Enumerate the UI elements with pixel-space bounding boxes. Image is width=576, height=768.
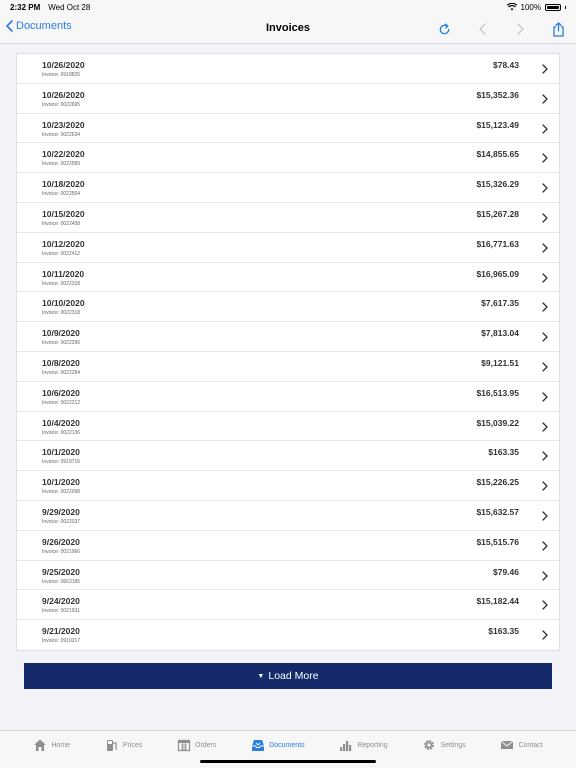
- refresh-button[interactable]: [434, 19, 454, 39]
- invoice-number: Invoice: 0022695: [42, 101, 81, 108]
- navigation-bar: [0, 14, 576, 44]
- tab-label: Prices: [122, 741, 143, 749]
- invoice-amount: $16,513.95: [476, 387, 519, 398]
- tab-label: Reporting: [357, 741, 388, 749]
- chevron-right-icon: [541, 94, 549, 104]
- invoice-number: Invoice: 0022634: [42, 131, 81, 138]
- tab-documents[interactable]: [251, 738, 304, 752]
- invoice-row[interactable]: [17, 233, 559, 263]
- invoice-amount: $16,965.09: [476, 268, 519, 279]
- tab-label: Orders: [195, 741, 217, 749]
- invoice-number: Invoice: 0919217: [42, 638, 81, 645]
- invoice-amount: $15,632.57: [476, 506, 519, 517]
- tab-label: Home: [51, 741, 71, 749]
- invoice-date: 10/23/2020: [42, 119, 85, 130]
- chevron-left-icon: [6, 20, 13, 32]
- invoice-list: [16, 53, 560, 651]
- tab-settings[interactable]: [422, 738, 465, 752]
- invoice-row[interactable]: [17, 114, 559, 144]
- invoice-date: 10/4/2020: [42, 417, 80, 428]
- invoice-number: Invoice: 0918835: [42, 72, 81, 78]
- chevron-left-icon: [479, 23, 486, 35]
- chevron-right-icon: [541, 213, 549, 223]
- content-area: [0, 44, 576, 730]
- invoice-number: Invoice: 0022037: [42, 518, 81, 525]
- invoice-number: Invoice: 0022136: [42, 429, 81, 436]
- share-icon: [552, 22, 565, 37]
- tab-orders[interactable]: [177, 738, 216, 752]
- invoice-date: 10/12/2020: [42, 238, 85, 249]
- invoice-date: 9/24/2020: [42, 596, 80, 607]
- invoice-row[interactable]: [17, 84, 559, 114]
- invoice-amount: $15,515.76: [476, 536, 519, 547]
- invoice-row[interactable]: [17, 531, 559, 561]
- invoice-date: 10/1/2020: [42, 447, 80, 458]
- tab-reporting[interactable]: [339, 738, 387, 752]
- invoice-amount: $15,182.44: [476, 596, 519, 607]
- refresh-icon: [438, 23, 451, 36]
- chevron-right-icon: [541, 511, 549, 521]
- invoice-row[interactable]: [17, 441, 559, 471]
- battery-icon: [545, 4, 561, 11]
- load-more-label: Load More: [268, 670, 319, 682]
- invoice-row[interactable]: [17, 352, 559, 382]
- page-title: Invoices: [265, 22, 311, 34]
- invoice-amount: $15,226.25: [476, 477, 519, 488]
- home-indicator: [200, 760, 376, 763]
- invoice-number: Invoice: 0022589: [42, 161, 81, 168]
- invoice-amount: $163.35: [488, 447, 519, 458]
- invoice-number: Invoice: 0022318: [42, 280, 81, 287]
- invoice-row[interactable]: [17, 143, 559, 173]
- invoice-date: 10/11/2020: [42, 268, 85, 279]
- invoice-amount: $9,121.51: [481, 357, 519, 368]
- invoice-number: Invoice: 0022504: [42, 191, 81, 198]
- invoice-row[interactable]: [17, 501, 559, 531]
- invoice-amount: $15,039.22: [476, 417, 519, 428]
- invoice-number: Invoice: 0021966: [42, 548, 81, 555]
- chevron-right-icon: [541, 332, 549, 342]
- tab-label: Settings: [440, 741, 466, 749]
- chevron-right-icon: [541, 422, 549, 432]
- fuel-pump-icon: [105, 738, 119, 752]
- invoice-row[interactable]: [17, 590, 559, 620]
- invoice-date: 10/26/2020: [42, 60, 85, 70]
- invoice-row[interactable]: [17, 203, 559, 233]
- invoice-number: Invoice: 0022458: [42, 220, 81, 227]
- invoice-row[interactable]: [17, 620, 559, 650]
- home-icon: [33, 738, 47, 752]
- invoice-date: 10/10/2020: [42, 298, 85, 309]
- invoice-date: 9/21/2020: [42, 626, 80, 637]
- envelope-icon: [500, 738, 514, 752]
- chevron-right-icon: [541, 124, 549, 134]
- invoice-date: 10/1/2020: [42, 477, 80, 488]
- tab-label: Documents: [269, 741, 305, 749]
- invoice-amount: $7,813.04: [481, 328, 519, 339]
- chevron-right-icon: [541, 302, 549, 312]
- load-more-button[interactable]: [24, 663, 552, 689]
- status-date: Wed Oct 28: [48, 2, 91, 12]
- invoice-row[interactable]: [17, 561, 559, 591]
- invoice-date: 10/22/2020: [42, 149, 85, 160]
- invoice-date: 9/25/2020: [42, 566, 80, 577]
- chevron-right-icon: [541, 64, 549, 74]
- invoice-amount: $15,352.36: [476, 89, 519, 100]
- back-button[interactable]: [6, 20, 72, 32]
- gear-icon: [422, 738, 436, 752]
- tab-label: Contact: [518, 741, 543, 749]
- previous-button[interactable]: [472, 19, 492, 39]
- bar-chart-icon: [339, 738, 353, 752]
- invoice-date: 10/15/2020: [42, 208, 85, 219]
- invoice-amount: $16,771.63: [476, 238, 519, 249]
- invoice-number: Invoice: 0022296: [42, 340, 81, 347]
- chevron-right-icon: [541, 362, 549, 372]
- invoice-amount: $78.43: [493, 60, 519, 70]
- invoice-date: 10/18/2020: [42, 179, 85, 190]
- invoice-amount: $163.35: [488, 626, 519, 637]
- invoice-amount: $15,123.49: [476, 119, 519, 130]
- chevron-right-icon: [541, 183, 549, 193]
- invoice-row[interactable]: [17, 263, 559, 293]
- chevron-right-icon: [541, 392, 549, 402]
- invoice-row[interactable]: [17, 322, 559, 352]
- chevron-right-icon: [541, 451, 549, 461]
- invoice-number: Invoice: 0022284: [42, 369, 81, 376]
- battery-percent: 100%: [520, 2, 541, 12]
- status-bar: [0, 0, 576, 14]
- invoice-number: Invoice: 0663185: [42, 578, 81, 585]
- invoice-row[interactable]: [17, 412, 559, 442]
- caret-down-icon: ▼: [257, 672, 265, 680]
- invoice-number: Invoice: 0022098: [42, 489, 81, 496]
- invoice-number: Invoice: 0022318: [42, 310, 81, 317]
- chevron-right-icon: [541, 273, 549, 283]
- chevron-right-icon: [541, 571, 549, 581]
- invoice-row[interactable]: [17, 471, 559, 501]
- chevron-right-icon: [541, 243, 549, 253]
- chevron-right-icon: [517, 23, 524, 35]
- chevron-right-icon: [541, 153, 549, 163]
- status-time: 2:32 PM: [10, 2, 41, 12]
- invoice-amount: $14,855.65: [476, 149, 519, 160]
- invoice-number: Invoice: 0919716: [42, 459, 81, 466]
- back-button-label: Documents: [16, 20, 72, 32]
- invoice-amount: $15,267.28: [476, 208, 519, 219]
- invoice-row[interactable]: [17, 382, 559, 412]
- chevron-right-icon: [541, 541, 549, 551]
- invoice-number: Invoice: 0021931: [42, 608, 81, 615]
- invoice-row[interactable]: [17, 173, 559, 203]
- chevron-right-icon: [541, 600, 549, 610]
- invoice-amount: $7,617.35: [481, 298, 519, 309]
- invoice-amount: $79.46: [493, 566, 519, 577]
- invoice-date: 10/9/2020: [42, 328, 80, 339]
- wifi-icon: [507, 3, 517, 11]
- calendar-icon: [177, 738, 191, 752]
- invoice-row[interactable]: [17, 292, 559, 322]
- chevron-right-icon: [541, 481, 549, 491]
- invoice-amount: $15,326.29: [476, 179, 519, 190]
- invoice-date: 10/26/2020: [42, 89, 85, 100]
- inbox-icon: [251, 738, 265, 752]
- tab-home[interactable]: [33, 738, 70, 752]
- invoice-number: Invoice: 0022412: [42, 250, 81, 257]
- invoice-date: 9/29/2020: [42, 506, 80, 517]
- invoice-row[interactable]: [17, 54, 559, 84]
- invoice-number: Invoice: 0022212: [42, 399, 81, 406]
- chevron-right-icon: [541, 630, 549, 640]
- tab-prices[interactable]: [105, 738, 142, 752]
- tab-contact[interactable]: [500, 738, 542, 752]
- share-button[interactable]: [548, 19, 568, 39]
- invoice-date: 10/6/2020: [42, 387, 80, 398]
- invoice-date: 10/8/2020: [42, 357, 80, 368]
- invoice-date: 9/26/2020: [42, 536, 80, 547]
- next-button[interactable]: [510, 19, 530, 39]
